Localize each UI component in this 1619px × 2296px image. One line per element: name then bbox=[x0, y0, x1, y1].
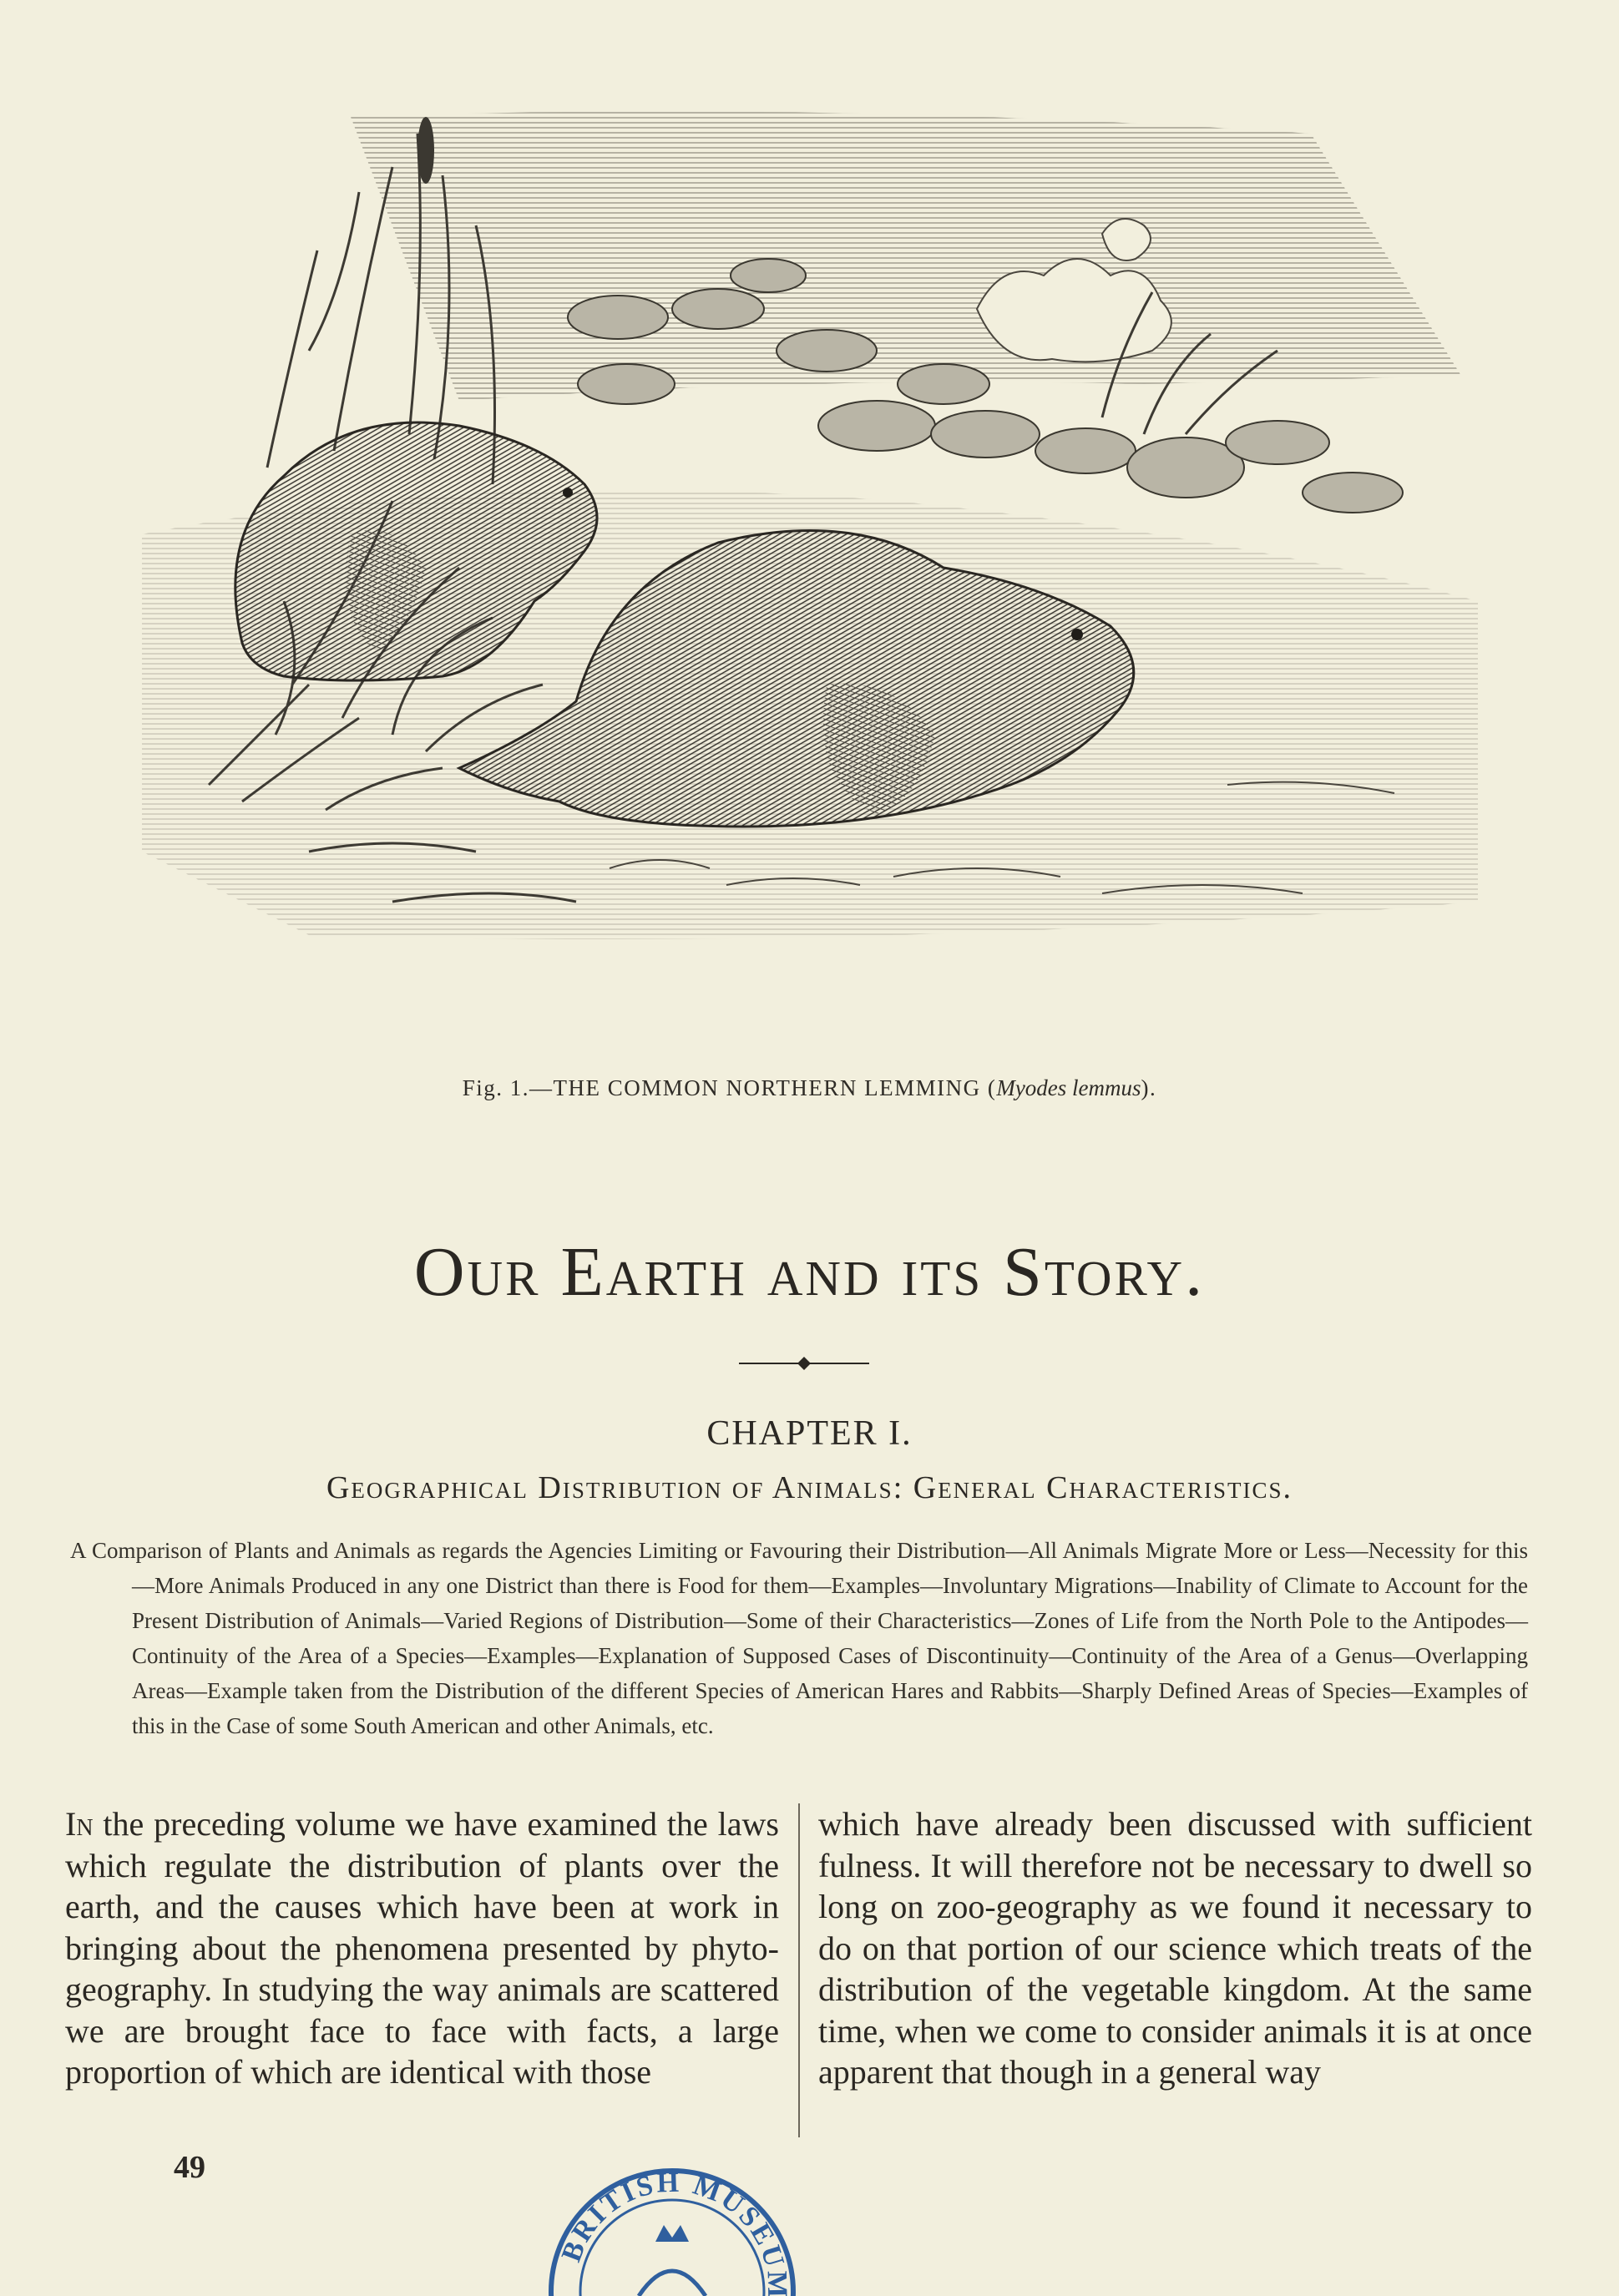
british-museum-stamp bbox=[543, 2162, 802, 2296]
divider-ornament bbox=[739, 1353, 869, 1374]
right-column-text: which have already been discussed with sufficient fulness. It will therefore not be necessary to dwell so long on zoo-geography as we found it necessary to do on that portion of our science which treats of the distribution of the vegetable kingdom. At the same time, when we come to consider animals it is at once apparent that though in a general way bbox=[818, 1805, 1532, 2091]
body-column-right bbox=[818, 1803, 1532, 2093]
column-rule bbox=[798, 1803, 800, 2137]
caption-species: Myodes lemmus bbox=[996, 1075, 1141, 1100]
caption-main: Fig. 1.—THE COMMON NORTHERN LEMMING ( bbox=[462, 1075, 997, 1100]
opening-word: In bbox=[65, 1805, 94, 1843]
chapter-synopsis: A Comparison of Plants and Animals as regards the Agencies Limiting or Favouring their Distribution—All Animals Migrate More or Less—Necessity for this—More Animals Produced in any one District than there is Food for them—Examples—Involuntary Migrations—Inability of Climate to Account for the Present Distribution of Animals—Varied Regions of Distribution—Some of their Characteristics—Zones of Life from the North Pole to the Antipodes—Continuity of the Area of a Species—Examples—Explanation of Supposed Cases of Discontinuity—Continuity of the Area of a Genus—Overlapping Areas—Example taken from the Distribution of the different Species of American Hares and Rabbits—Sharply Defined Areas of Species—Examples of this in the Case of some South American and other Animals, etc. bbox=[70, 1538, 1528, 1738]
svg-text:BRITISH MUSEUM: BRITISH MUSEUM bbox=[555, 2167, 793, 2296]
page-number: 49 bbox=[174, 2150, 205, 2185]
caption-end: ). bbox=[1141, 1075, 1157, 1100]
book-title: Our Earth and its Story. bbox=[413, 1233, 1206, 1311]
figure-caption bbox=[0, 1075, 1619, 1101]
chapter-number: CHAPTER I. bbox=[706, 1414, 913, 1453]
chapter-subtitle: Geographical Distribution of Animals: General Characteristics. bbox=[326, 1470, 1293, 1505]
body-column-left bbox=[65, 1803, 779, 2093]
left-column-text: the preceding volume we have examined the laws which regulate the distribution of plants over the earth, and the causes which have been at work in bringing about the phenomena presented by phyto-geography. In studying the way animals are scattered we are brought face to face with facts, a large proportion of which are identical with those bbox=[65, 1805, 779, 2091]
lemming-engraving bbox=[142, 100, 1478, 1027]
